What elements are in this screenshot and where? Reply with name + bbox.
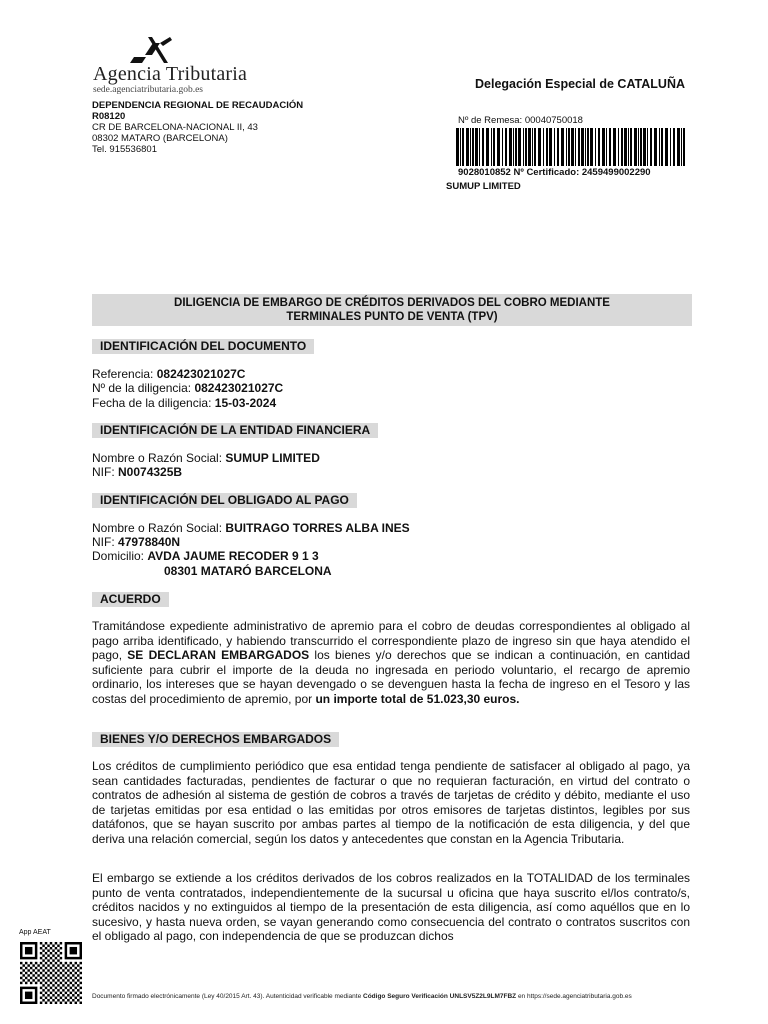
entity-name-value: SUMUP LIMITED: [225, 451, 320, 465]
section-heading-agreement: ACUERDO: [92, 592, 169, 607]
obligor-name-value: BUITRAGO TORRES ALBA INES: [225, 521, 410, 535]
diligence-date-row: [92, 396, 276, 410]
agreement-declaration: SE DECLARAN EMBARGADOS: [127, 648, 310, 663]
footer-text-a: Documento firmado electrónicamente (Ley 40/2015 Art. 43). Autenticidad verificable mediante: [92, 993, 363, 1000]
diligence-number-value: 082423021027C: [194, 381, 284, 395]
remesa-value: 00040750018: [524, 115, 583, 126]
section-heading-document: IDENTIFICACIÓN DEL DOCUMENTO: [92, 339, 314, 354]
certificate-line: 9028010852 Nº Certificado: 2459499002290: [458, 167, 651, 178]
footer-text-b: en https://sede.agenciatributaria.gob.es: [516, 993, 632, 1000]
document-title: [92, 294, 692, 326]
agreement-amount: un importe total de 51.023,30 euros.: [315, 691, 520, 706]
entity-nif-value: N0074325B: [118, 465, 183, 479]
remesa-label: Nº de Remesa:: [458, 115, 523, 126]
title-line-1: DILIGENCIA DE EMBARGO DE CRÉDITOS DERIVADOS DEL COBRO MEDIANTE: [174, 297, 610, 309]
office-line-1: DEPENDENCIA REGIONAL DE RECAUDACIÓN: [92, 100, 304, 111]
diligence-date-label: Fecha de la diligencia:: [92, 396, 212, 410]
app-aeat-label: App AEAT: [19, 929, 51, 936]
entity-name-row: [92, 451, 320, 465]
office-line-2: R08120: [92, 111, 126, 122]
footer-signature-note: [92, 993, 632, 1000]
obligor-name-label: Nombre o Razón Social:: [92, 521, 223, 535]
agency-url: sede.agenciatributaria.gob.es: [93, 85, 203, 95]
obligor-name-row: [92, 521, 410, 535]
reference-row: [92, 367, 245, 381]
obligor-nif-value: 47978840N: [118, 535, 181, 549]
assets-paragraph-1: Los créditos de cumplimiento periódico que esa entidad tenga pendiente de satisfacer al obligado al pago, ya sean cantidades facturadas, pendientes de facturar o que no requieran facturación, en virtud del contrato o contratos de adhesión al sistema de gestión de cobros a través de tarjetas de crédito y débito, mediante el uso de tarjetas emitidas por esa entidad o las emitidas por otros emisores de tarjetas distintos, legibles por sus datáfonos, que se hayan suscrito por ambas partes al tiempo de la notificación de esta diligencia, y del que deriva una relación comercial, según los datos y antecedentes que constan en la Agencia Tributaria.: [92, 759, 690, 846]
obligor-address-line-2-row: [164, 564, 332, 578]
office-address: [92, 100, 303, 155]
section-heading-entity: IDENTIFICACIÓN DE LA ENTIDAD FINANCIERA: [92, 423, 378, 438]
diligence-number-row: [92, 381, 283, 395]
title-line-2: TERMINALES PUNTO DE VENTA (TPV): [286, 311, 498, 323]
assets-paragraph-2: El embargo se extiende a los créditos derivados de los cobros realizados en la TOTALIDAD de los terminales punto de venta contratados, independientemente de la sucursal u oficina que haya suscrito el/los contrato/s, créditos nacidos y no extinguidos al tiempo de la presentación de esta diligencia, así como aquéllos que en lo sucesivo, y hasta nueva orden, se vayan generando como consecuencia del contrato o contratos suscritos con el obligado al pago, con independencia de que se produzcan dichos: [92, 871, 690, 944]
agreement-text-a: Tramitándose expediente administrativo de apremio para el cobro de deudas correspondientes al obligado al pago arriba identificado, y habiendo transcurrido el correspondiente plazo de ingreso sin que haya atendido el pago,: [92, 619, 690, 663]
qr-code: [20, 942, 82, 1004]
reference-value: 082423021027C: [156, 367, 246, 381]
recipient-name: SUMUP LIMITED: [446, 181, 521, 192]
agency-emblem-icon: [90, 35, 250, 65]
entity-nif-row: [92, 465, 182, 479]
agreement-text: [92, 619, 690, 707]
remesa-number: [458, 115, 583, 126]
diligence-number-label: Nº de la diligencia:: [92, 381, 192, 395]
obligor-nif-label: NIF:: [92, 535, 115, 549]
entity-nif-label: NIF:: [92, 465, 115, 479]
agreement-text-b: los bienes y/o derechos que se indican a continuación, en cantidad suficiente para cubrir el importe de la deuda no ingresada en periodo voluntario, el recargo de apremio ordinario, los intereses que se hayan devengado o se devenguen hasta la fecha de ingreso en el Tesoro y las costas del procedimiento de apremio, por: [92, 648, 690, 706]
footer-csv: Código Seguro Verificación UNLSV5Z2L9LM7FBZ: [363, 993, 517, 1000]
office-line-3: CR DE BARCELONA-NACIONAL II, 43: [92, 122, 258, 133]
section-heading-obligor: IDENTIFICACIÓN DEL OBLIGADO AL PAGO: [92, 493, 357, 508]
obligor-nif-row: [92, 535, 180, 549]
office-line-4: 08302 MATARO (BARCELONA): [92, 133, 228, 144]
entity-name-label: Nombre o Razón Social:: [92, 451, 223, 465]
delegation-title: Delegación Especial de CATALUÑA: [475, 77, 685, 91]
obligor-address-label: Domicilio:: [92, 549, 145, 563]
section-heading-assets: BIENES Y/O DERECHOS EMBARGADOS: [92, 732, 339, 747]
reference-label: Referencia:: [92, 367, 154, 381]
barcode: [456, 128, 688, 166]
obligor-address-line-1: AVDA JAUME RECODER 9 1 3: [147, 549, 319, 563]
obligor-address-line-2: 08301 MATARÓ BARCELONA: [164, 564, 332, 578]
obligor-address-row: [92, 549, 319, 563]
diligence-date-value: 15-03-2024: [214, 396, 277, 410]
office-line-5: Tel. 915536801: [92, 144, 157, 155]
agency-name: Agencia Tributaria: [93, 63, 248, 85]
